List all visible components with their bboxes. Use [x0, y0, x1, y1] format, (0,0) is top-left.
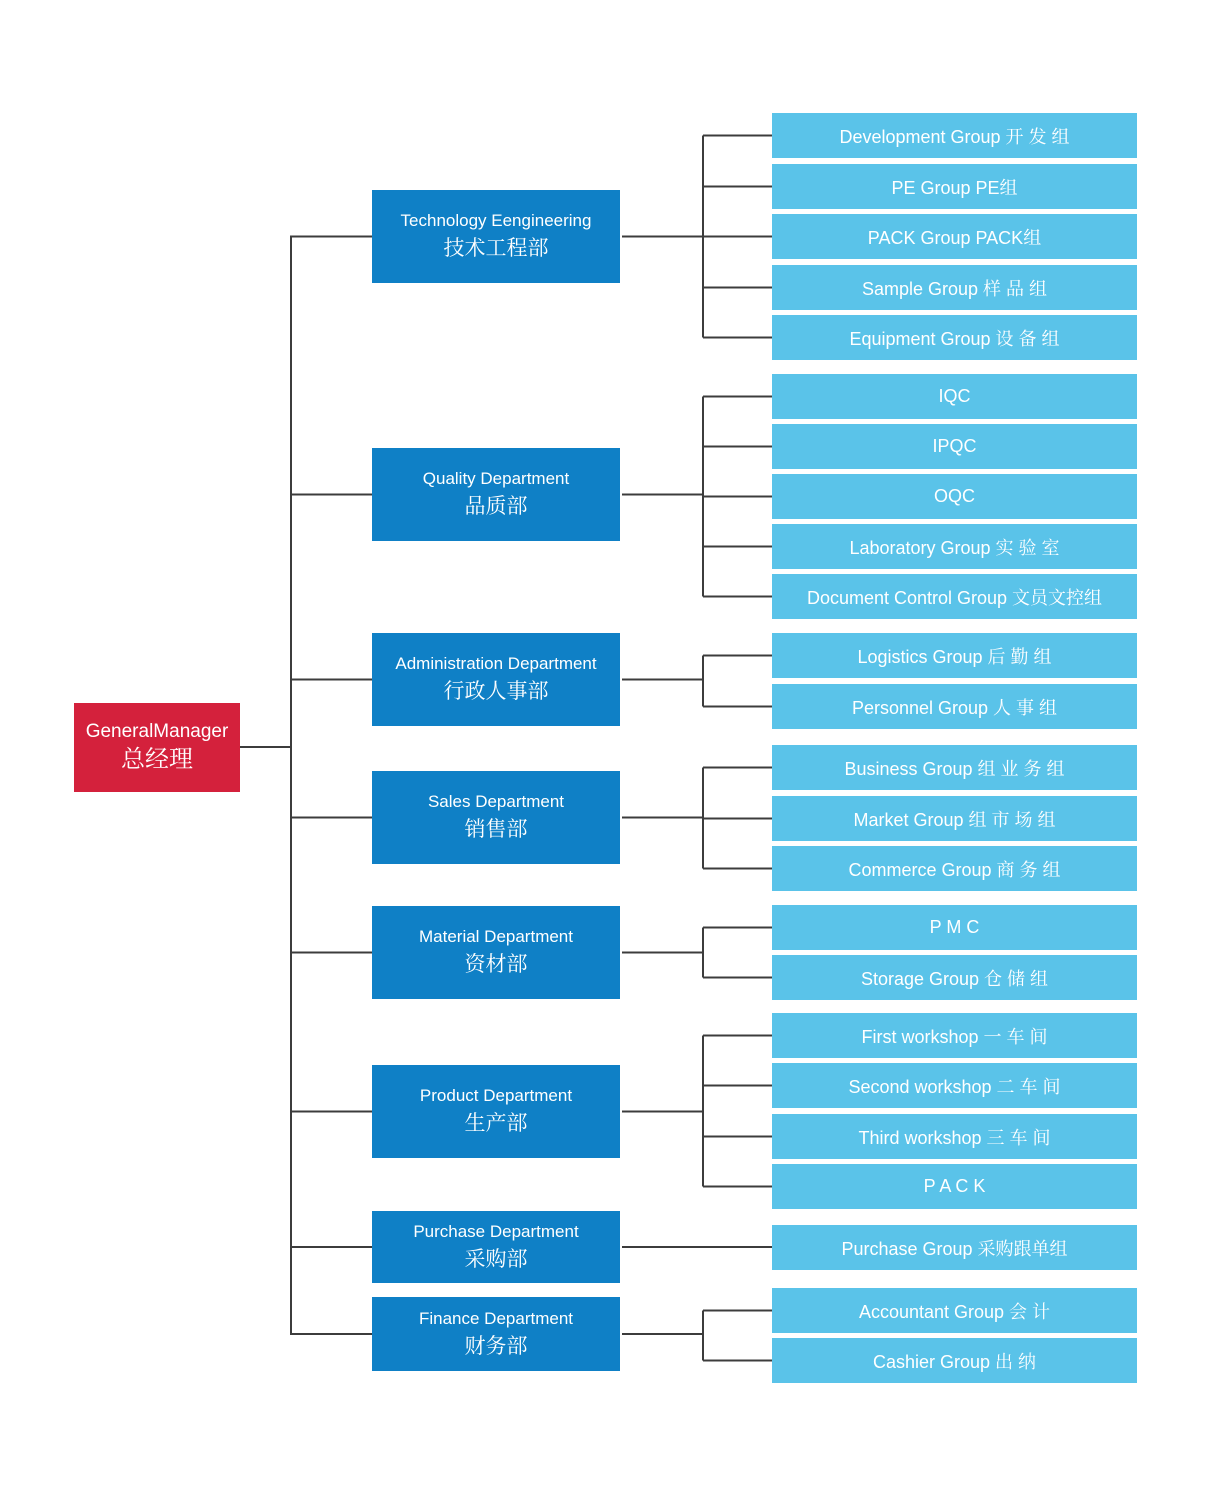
group-pe: PE Group PE组	[772, 164, 1137, 209]
group-logistics: Logistics Group 后 勤 组	[772, 633, 1137, 678]
group-oqc: OQC	[772, 474, 1137, 519]
dept-name-en: Technology Eengineering	[400, 211, 592, 231]
dept-name-en: Quality Department	[422, 469, 570, 489]
dept-purchase	[372, 1211, 620, 1283]
group-commerce: Commerce Group 商 务 组	[772, 846, 1137, 891]
dept-name-zh: 技术工程部	[443, 237, 549, 261]
group-pack: PACK Group PACK组	[772, 214, 1137, 259]
dept-sales	[372, 771, 620, 864]
group-third-workshop: Third workshop 三 车 间	[772, 1114, 1137, 1159]
group-business: Business Group 组 业 务 组	[772, 745, 1137, 790]
dept-administration	[372, 633, 620, 726]
group-ipqc: IPQC	[772, 424, 1137, 469]
dept-name-zh: 采购部	[464, 1247, 528, 1271]
group-laboratory: Laboratory Group 实 验 室	[772, 524, 1137, 569]
group-first-workshop: First workshop 一 车 间	[772, 1013, 1137, 1058]
group-second-workshop: Second workshop 二 车 间	[772, 1063, 1137, 1108]
dept-name-zh: 行政人事部	[443, 680, 549, 704]
dept-name-en: Purchase Department	[413, 1221, 579, 1241]
group-equipment: Equipment Group 设 备 组	[772, 315, 1137, 360]
dept-name-zh: 财务部	[464, 1334, 528, 1358]
dept-finance	[372, 1297, 620, 1371]
group-iqc: IQC	[772, 374, 1137, 419]
group-development: Development Group 开 发 组	[772, 113, 1137, 158]
root-name-zh: 总经理	[121, 746, 193, 774]
dept-name-zh: 生产部	[464, 1112, 528, 1136]
group-market: Market Group 组 市 场 组	[772, 796, 1137, 841]
dept-name-en: Product Department	[419, 1086, 573, 1106]
dept-name-zh: 品质部	[464, 495, 528, 519]
group-document-control: Document Control Group 文员文控组	[772, 574, 1137, 619]
group-accountant: Accountant Group 会 计	[772, 1288, 1137, 1333]
group-pmc: P M C	[772, 905, 1137, 950]
root-node-general-manager	[74, 703, 240, 792]
root-name-en: GeneralManager	[85, 720, 229, 742]
dept-name-en: Administration Department	[395, 654, 597, 674]
dept-material	[372, 906, 620, 999]
group-storage: Storage Group 仓 储 组	[772, 955, 1137, 1000]
dept-name-en: Sales Department	[427, 792, 565, 812]
dept-name-en: Material Department	[418, 927, 573, 947]
dept-name-zh: 资材部	[464, 953, 528, 977]
group-cashier: Cashier Group 出 纳	[772, 1338, 1137, 1383]
dept-technology-engineering	[372, 190, 620, 283]
dept-name-zh: 销售部	[464, 818, 528, 842]
group-purchase-follow-up: Purchase Group 采购跟单组	[772, 1225, 1137, 1270]
dept-product	[372, 1065, 620, 1158]
group-sample: Sample Group 样 品 组	[772, 265, 1137, 310]
dept-quality	[372, 448, 620, 541]
group-pack-production: P A C K	[772, 1164, 1137, 1209]
group-personnel: Personnel Group 人 事 组	[772, 684, 1137, 729]
dept-name-en: Finance Department	[418, 1308, 574, 1328]
